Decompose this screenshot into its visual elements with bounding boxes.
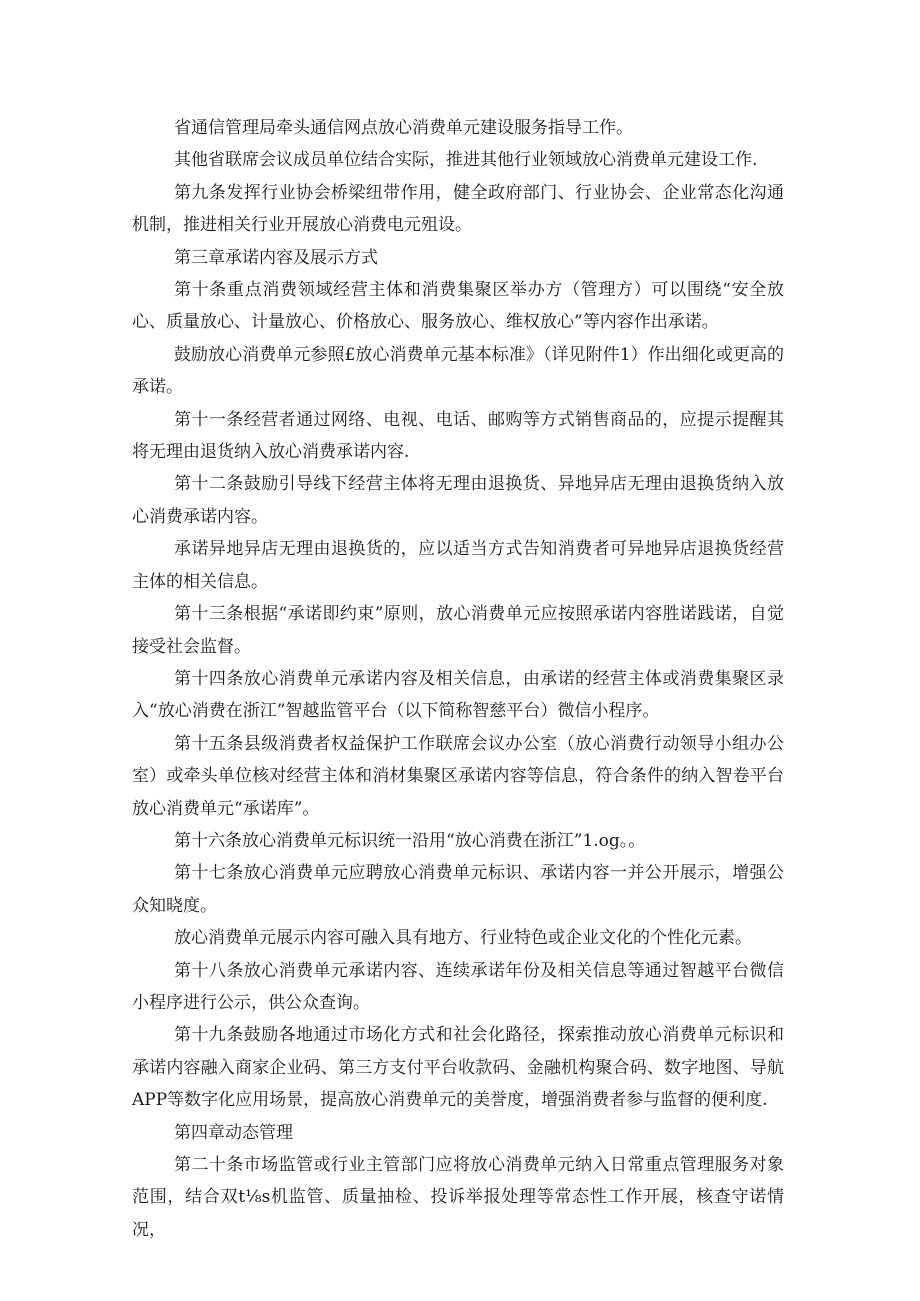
article-16: 第十六条放心消费单元标识统一沿用“放心消费在浙江”1.og。。 xyxy=(174,830,646,851)
article-14: 第十四条放心消费单元承诺内容及相关信息，由承诺的经营主体或消费集聚区录入“放心消费在浙江”智越监管平台（以下简称智慈平台）微信小程序。 xyxy=(132,668,784,722)
article-15: 第十五条县级消费者权益保护工作联席会议办公室（放心消费行动领导小组办公室）或牵头单位核对经营主体和消材集聚区承诺内容等信息，符合条件的纳入智卷平台放心消费单元“承诺库”。 xyxy=(132,733,784,819)
paragraph: 省通信管理局牵头通信网点放心消费单元建设服务指导工作。 xyxy=(174,118,633,138)
article-18: 第十八条放心消费单元承诺内容、连续承诺年份及相关信息等通过智越平台微信小程序进行公示，供公众查询。 xyxy=(132,960,784,1013)
paragraph: 放心消费单元展示内容可融入具有地方、行业特色或企业文化的个性化元素。 xyxy=(174,928,752,949)
paragraph: 鼓励放心消费单元参照£放心消费单元基本标准》（详见附件1）作出细化或更高的承诺。 xyxy=(132,344,784,398)
chapter-3-heading: 第三章承诺内容及展示方式 xyxy=(174,247,378,268)
paragraph: 承诺异地异店无理由退换货的，应以适当方式告知消费者可异地异店退换货经营主体的相关信息。 xyxy=(132,539,784,592)
article-20: 第二十条市场监管或行业主管部门应将放心消费单元纳入日常重点管理服务对象范围，结合双t⅛s机监管、质量抽检、投诉举报处理等常态性工作开展，核查守诺情况， xyxy=(132,1155,784,1240)
paragraph: 其他省联席会议成员单位结合实际，推进其他行业领域放心消费单元建设工作. xyxy=(174,150,758,171)
article-19: 第十九条鼓励各地通过市场化方式和社会化路径，探索推动放心消费单元标识和承诺内容融入商家企业码、第三方支付平台收款码、金融机构聚合码、数字地图、导航APP等数字化应用场景，提高放心消费单元的美誉度，增强消费者参与监督的便利度. xyxy=(132,1025,784,1111)
article-12: 第十二条鼓励引导线下经营主体将无理由退换货、异地异店无理由退换货纳入放心消费承诺内容。 xyxy=(132,474,784,527)
document-body xyxy=(132,112,784,1246)
chapter-4-heading: 第四章动态管理 xyxy=(174,1122,293,1143)
article-17: 第十七条放心消费单元应聘放心消费单元标识、承诺内容一并公开展示，增强公众知晓度。 xyxy=(132,863,784,916)
article-9: 第九条发挥行业协会桥梁纽带作用，健全政府部门、行业协会、企业常态化沟通机制，推进相关行业开展放心消费电元殂设。 xyxy=(132,182,784,236)
article-10: 第十条重点消费领域经营主体和消费集聚区举办方（管理方）可以围绕“安全放心、质量放心、计量放心、价格放心、服务放心、维权放心”等内容作出承诺。 xyxy=(132,280,784,333)
article-11: 第十一条经营者通过网络、电视、电话、邮购等方式销售商品的，应提示提醒其将无理由退货纳入放心消费承诺内容. xyxy=(132,409,784,463)
article-13: 第十三条根据“承诺即约束”原则，放心消费单元应按照承诺内容胜诺践诺，自觉接受社会监督。 xyxy=(132,604,784,657)
